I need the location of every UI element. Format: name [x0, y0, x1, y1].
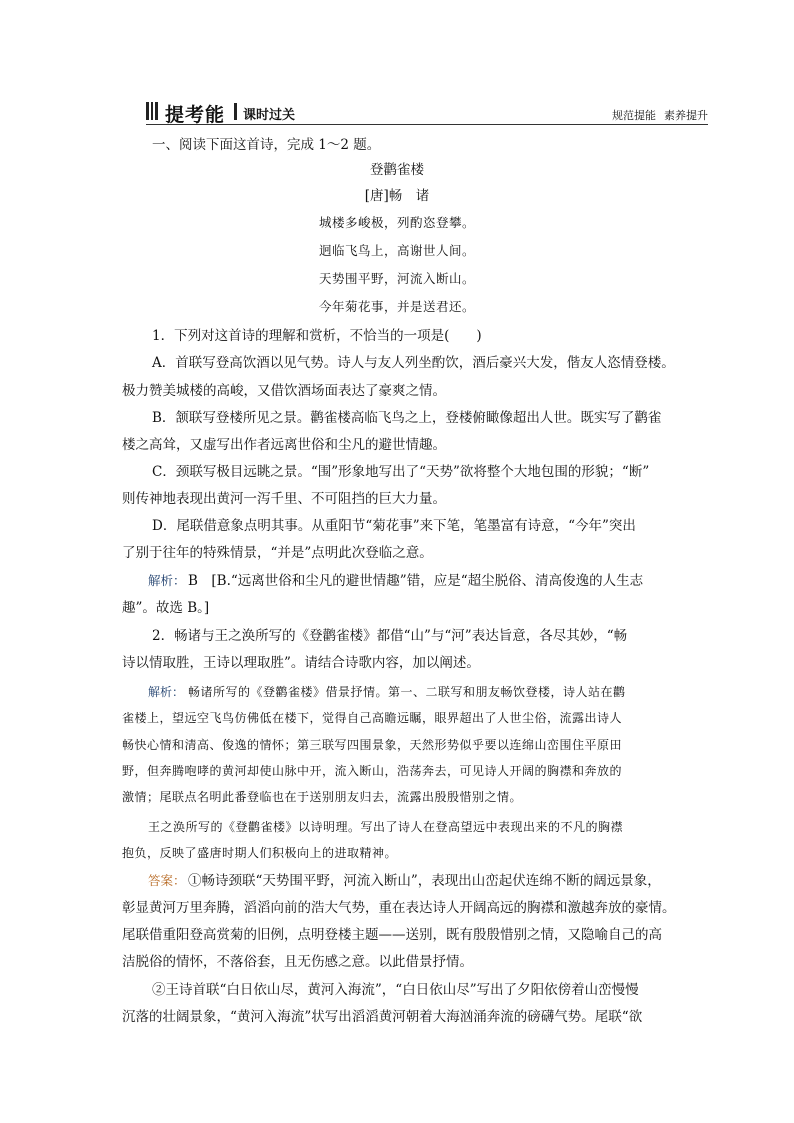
option-d: 了别于往年的特殊情景，“并是”点明此次登临之意。 [122, 545, 433, 561]
option-c: 则传神地表现出黄河一泻千里、不可阻挡的巨大力量。 [122, 491, 446, 507]
question-2-answer: 尾联借重阳登高赏菊的旧例，点明登楼主题——送别，既有殷殷惜别之情，又隐喻自己的高 [122, 927, 662, 943]
question-2-analysis: 激情；尾联点名明此番登临也在于送别朋友归去，流露出殷殷惜别之情。 [122, 790, 523, 804]
option-b: B．颔联写登楼所见之景。鹳雀楼高临飞鸟之上，登楼俯瞰像超出人世。既实写了鹳雀 [152, 410, 662, 426]
option-a: A．首联写登高饮酒以见气势。诗人与友人列坐酌饮，酒后豪兴大发，偕友人恣情登楼。 [152, 355, 675, 371]
question-1-stem: 1．下列对这首诗的理解和赏析，不恰当的一项是( ) [152, 328, 482, 344]
poem-line: 今年菊花事，并是送君还。 [318, 299, 475, 314]
header-separator [234, 103, 237, 120]
poem-line: 迥临飞鸟上，高谢世人间。 [318, 243, 475, 258]
question-2-analysis: 抱负，反映了盛唐时期人们积极向上的进取精神。 [122, 846, 398, 860]
question-2-analysis: 野，但奔腾咆哮的黄河却使山脉中开，流入断山，浩荡奔去，可见诗人开阔的胸襟和奔放的 [122, 764, 623, 778]
question-2-analysis: 王之涣所写的《登鹳雀楼》以诗明理。写出了诗人在登高望远中表现出来的不凡的胸襟 [148, 820, 624, 834]
option-d: D．尾联借意象点明其事。从重阳节“菊花事”来下笔，笔墨富有诗意，“今年”突出 [152, 518, 636, 534]
question-2-answer: ②王诗首联“白日依山尽，黄河入海流”，“白日依山尽”写出了夕阳依傍着山峦慢慢 [152, 982, 639, 998]
question-2-answer: 沉落的壮阔景象，“黄河入海流”状写出滔滔黄河朝着大海汹涌奔流的磅礴气势。尾联“欲 [122, 1009, 643, 1025]
section-header [146, 101, 708, 126]
header-subtitle: 课时过关 [243, 108, 296, 123]
poem-line: 天势围平野，河流入断山。 [318, 271, 475, 286]
header-tag: 规范提能 [612, 109, 656, 122]
analysis-label: 解析： [148, 685, 185, 699]
header-tag: 素养提升 [664, 109, 708, 122]
header-bars-icon [146, 102, 160, 120]
question-2-stem: 诗以情取胜，王诗以理取胜”。请结合诗歌内容，加以阐述。 [122, 655, 480, 671]
answer-label: 答案： [148, 873, 186, 888]
question-1-analysis: B [B.“远离世俗和尘凡的避世情趣”错，应是“超尘脱俗、清高俊逸的人生志 [188, 573, 644, 589]
analysis-label: 解析： [148, 573, 186, 588]
section-intro: 一、阅读下面这首诗，完成 1～2 题。 [152, 137, 381, 153]
poem-author: [唐]畅 诸 [364, 188, 430, 204]
option-b: 楼之高耸，又虚写出作者远离世俗和尘凡的避世情趣。 [122, 437, 446, 453]
option-a: 极力赞美城楼的高峻，又借饮酒场面表达了豪爽之情。 [122, 383, 446, 399]
question-2-stem: 2．畅诸与王之涣所写的《登鹳雀楼》都借“山”与“河”表达旨意，各尽其妙，“畅 [152, 628, 628, 644]
poem-title: 登鹳雀楼 [370, 162, 424, 178]
question-2-analysis: 畅快心情和清高、俊逸的情怀；第三联写四围景象，天然形势似乎要以连绵山峦围住平原田 [122, 738, 623, 752]
option-c: C．颈联写极目远眺之景。“围”形象地写出了“天势”欲将整个大地包围的形貌；“断” [152, 464, 650, 480]
question-1-analysis: 趣”。故选 B。] [122, 600, 210, 616]
poem-line: 城楼多峻极，列酌恣登攀。 [318, 215, 475, 230]
header-tags [612, 107, 708, 123]
question-2-answer: 彰显黄河万里奔腾，滔滔向前的浩大气势，重在表达诗人开阔高远的胸襟和激越奔放的豪情。 [122, 900, 676, 916]
question-2-answer: 洁脱俗的情怀，不落俗套，且无伤感之意。以此借景抒情。 [122, 954, 473, 970]
question-2-analysis: 畅诸所写的《登鹳雀楼》借景抒情。第一、二联写和朋友畅饮登楼，诗人站在鹳 [188, 685, 626, 699]
question-2-answer: ①畅诗颈联“天势围平野，河流入断山”，表现出山峦起伏连绵不断的阔远景象， [188, 873, 661, 889]
header-rule [146, 124, 708, 125]
header-title: 提考能 [165, 104, 226, 126]
question-2-analysis: 雀楼上，望远空飞鸟仿佛低在楼下，觉得自己高瞻远瞩，眼界超出了人世尘俗，流露出诗人 [122, 711, 623, 725]
